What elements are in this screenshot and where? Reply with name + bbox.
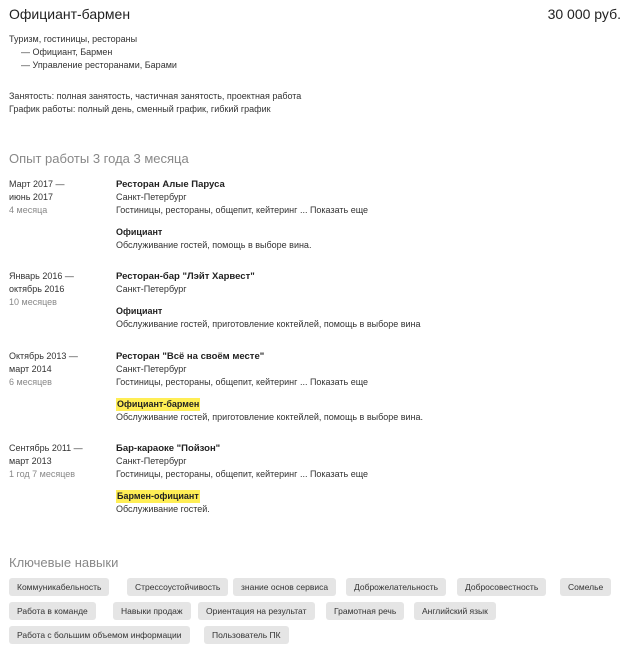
- employment-type: Занятость: полная занятость, частичная занятость, проектная работа: [9, 91, 302, 101]
- show-more-link[interactable]: ... Показать еще: [299, 469, 369, 479]
- job-end: март 2013: [9, 456, 52, 466]
- job-period: [9, 270, 109, 309]
- company-name: Ресторан Алые Паруса: [116, 179, 225, 190]
- specialization-item: — Управление ресторанами, Барами: [21, 60, 177, 70]
- job-description: Обслуживание гостей, приготовление коктейлей, помощь в выборе вина: [116, 319, 421, 329]
- company-industry: Гостиницы, рестораны, общепит, кейтеринг: [116, 469, 298, 479]
- company-city: Санкт-Петербург: [116, 192, 187, 202]
- job-period: [9, 350, 109, 389]
- job-details: [116, 178, 621, 252]
- skill-chip: Ориентация на результат: [198, 602, 315, 620]
- experience-heading: Опыт работы 3 года 3 месяца: [9, 151, 189, 166]
- company-industry: Гостиницы, рестораны, общепит, кейтеринг: [116, 205, 298, 215]
- specialization-item: — Официант, Бармен: [21, 47, 113, 57]
- skill-chip: Добросовестность: [457, 578, 546, 596]
- job-position: Бармен-официант: [117, 491, 199, 501]
- job-description: Обслуживание гостей, помощь в выборе вина.: [116, 240, 312, 250]
- job-duration: 6 месяцев: [9, 377, 52, 387]
- employment-info: [9, 90, 301, 116]
- skill-chip: Стрессоустойчивость: [127, 578, 228, 596]
- resume-header: [9, 6, 621, 28]
- company-industry: Гостиницы, рестораны, общепит, кейтеринг: [116, 377, 298, 387]
- job-period: [9, 442, 109, 481]
- job-details: [116, 270, 621, 331]
- skill-chip: Грамотная речь: [326, 602, 404, 620]
- company-industry-line: [116, 468, 621, 481]
- skill-chip: Работа с большим объемом информации: [9, 626, 190, 644]
- job-description: Обслуживание гостей.: [116, 504, 210, 514]
- show-more-link[interactable]: ... Показать еще: [299, 205, 369, 215]
- company-city: Санкт-Петербург: [116, 284, 187, 294]
- work-schedule: График работы: полный день, сменный график, гибкий график: [9, 104, 271, 114]
- specialization-area: Туризм, гостиницы, рестораны: [9, 34, 138, 44]
- job-description: Обслуживание гостей, приготовление коктейлей, помощь в выборе вина.: [116, 412, 424, 422]
- skill-chip: Пользователь ПК: [204, 626, 289, 644]
- job-start: Сентябрь 2011 —: [9, 443, 83, 453]
- job-duration: 4 месяца: [9, 205, 48, 215]
- skills-heading: Ключевые навыки: [9, 555, 119, 570]
- job-duration: 10 месяцев: [9, 297, 57, 307]
- job-details: [116, 442, 621, 516]
- job-position: Официант: [116, 227, 163, 237]
- job-end: октябрь 2016: [9, 284, 65, 294]
- company-name: Ресторан-бар "Лэйт Харвест": [116, 271, 255, 282]
- company-name: Ресторан "Всё на своём месте": [116, 351, 265, 362]
- job-start: Октябрь 2013 —: [9, 351, 78, 361]
- skill-chip: Английский язык: [414, 602, 496, 620]
- job-end: июнь 2017: [9, 192, 53, 202]
- job-duration: 1 год 7 месяцев: [9, 469, 76, 479]
- show-more-link[interactable]: ... Показать еще: [299, 377, 369, 387]
- company-industry-line: [116, 376, 621, 389]
- company-name: Бар-караоке "Пойзон": [116, 443, 221, 454]
- skill-chip: Навыки продаж: [113, 602, 191, 620]
- specialization: [9, 33, 177, 72]
- salary: 30 000 руб.: [547, 6, 621, 22]
- skill-chip: Работа в команде: [9, 602, 96, 620]
- job-start: Март 2017 —: [9, 179, 65, 189]
- job-position: Официант: [116, 306, 163, 316]
- company-industry-line: [116, 204, 621, 217]
- job-details: [116, 350, 621, 424]
- job-period: [9, 178, 109, 217]
- job-start: Январь 2016 —: [9, 271, 74, 281]
- skill-chip: Доброжелательность: [346, 578, 446, 596]
- company-city: Санкт-Петербург: [116, 456, 187, 466]
- company-city: Санкт-Петербург: [116, 364, 187, 374]
- job-end: март 2014: [9, 364, 52, 374]
- resume-title: Официант-бармен: [9, 6, 131, 22]
- job-position: Официант-бармен: [117, 399, 200, 409]
- skill-chip: Сомелье: [560, 578, 611, 596]
- skill-chip: Коммуникабельность: [9, 578, 109, 596]
- skill-chip: знание основ сервиса: [233, 578, 336, 596]
